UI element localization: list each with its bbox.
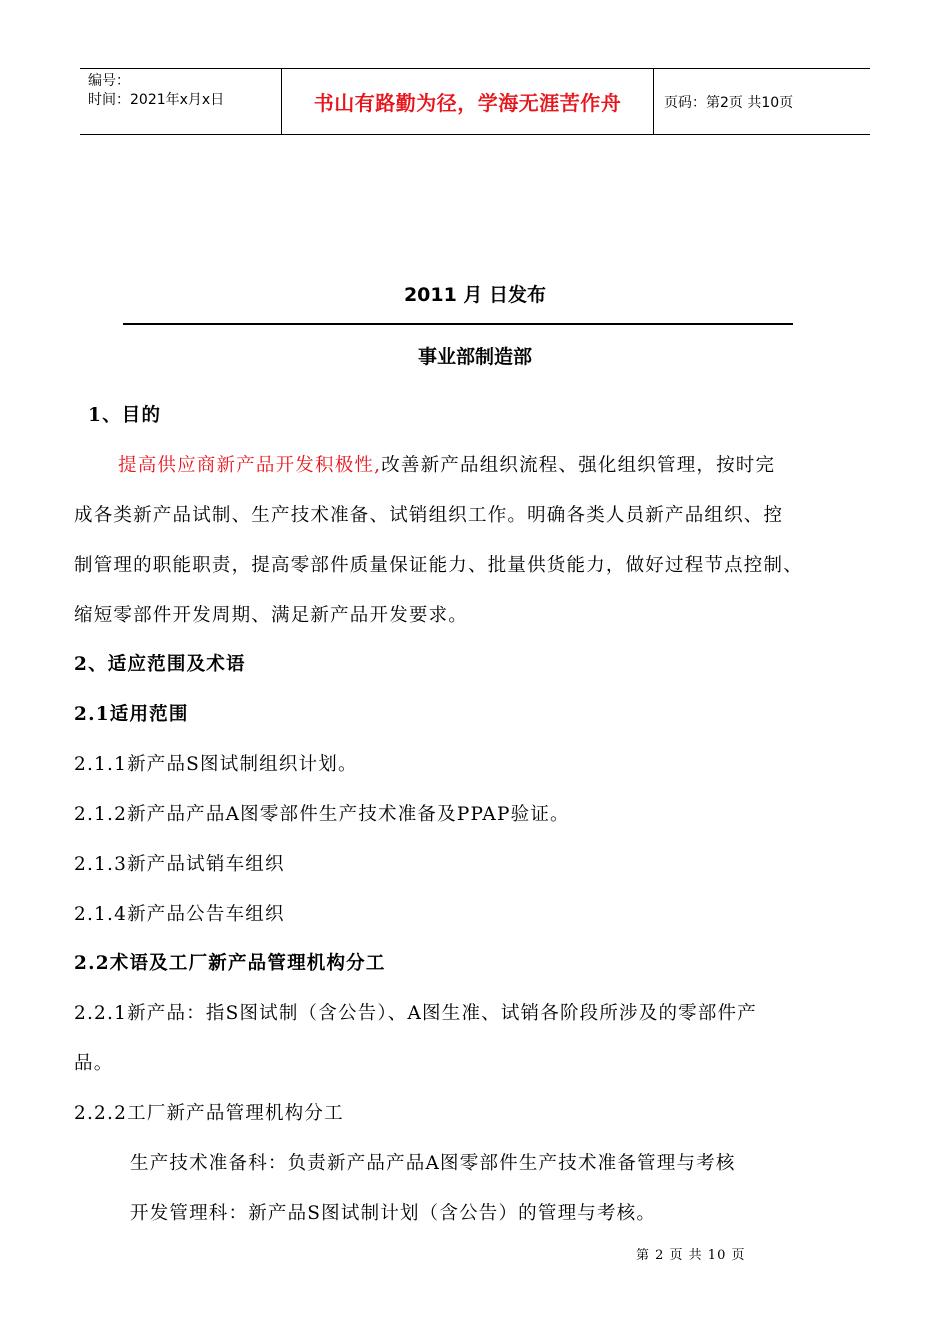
section-2-1-heading: 2.1适用范围 <box>74 704 189 725</box>
item-2-2-1-line-2: 品。 <box>74 1053 114 1074</box>
title-rule <box>123 323 793 325</box>
section-2-2-heading: 2.2术语及工厂新产品管理机构分工 <box>74 953 386 974</box>
item-2-1-2: 2.1.2新产品产品A图零部件生产技术准备及PPAP验证。 <box>74 804 570 825</box>
header-meta <box>80 69 282 134</box>
section-1-para-line-2: 成各类新产品试制、生产技术准备、试销组织工作。明确各类人员新产品组织、控 <box>74 505 784 526</box>
section-1-para-line-4: 缩短零部件开发周期、满足新产品开发要求。 <box>74 605 469 626</box>
section-1-para-line-1 <box>118 451 928 477</box>
item-2-2-2-a: 生产技术准备科：负责新产品产品A图零部件生产技术准备管理与考核 <box>130 1153 736 1174</box>
header-motto-cell <box>282 69 654 134</box>
department-title: 事业部制造部 <box>417 346 532 368</box>
release-line: 2011 月 日发布 <box>403 284 547 306</box>
date-line: 时间：2021年x月x日 <box>88 92 225 108</box>
section-1-heading: 1、目的 <box>88 405 162 426</box>
motto-text: 书山有路勤为径，学海无涯苦作舟 <box>313 91 622 115</box>
item-2-1-1: 2.1.1新产品S图试制组织计划。 <box>74 754 358 775</box>
page-code-text: 页码：第2页 共10页 <box>664 94 794 111</box>
section-1-para-line-3: 制管理的职能职责，提高零部件质量保证能力、批量供货能力，做好过程节点控制、 <box>74 555 803 576</box>
item-2-2-1-line-1: 2.2.1新产品：指S图试制（含公告）、A图生准、试销各阶段所涉及的零部件产 <box>74 1003 757 1024</box>
item-2-2-2-b: 开发管理科：新产品S图试制计划（含公告）的管理与考核。 <box>130 1203 657 1224</box>
item-2-2-2: 2.2.2工厂新产品管理机构分工 <box>74 1103 344 1124</box>
page-footer: 第 2 页 共 10 页 <box>636 1248 746 1263</box>
highlight-text: 提高供应商新产品开发积极性, <box>118 455 382 476</box>
page-header <box>80 68 870 135</box>
para-line-1-rest: 改善新产品组织流程、强化组织管理，按时完 <box>381 455 776 476</box>
header-page-code <box>654 69 870 134</box>
item-2-1-3: 2.1.3新产品试销车组织 <box>74 854 285 875</box>
item-2-1-4: 2.1.4新产品公告车组织 <box>74 904 285 925</box>
section-2-heading: 2、适应范围及术语 <box>74 654 246 675</box>
number-label: 编号： <box>88 73 130 89</box>
